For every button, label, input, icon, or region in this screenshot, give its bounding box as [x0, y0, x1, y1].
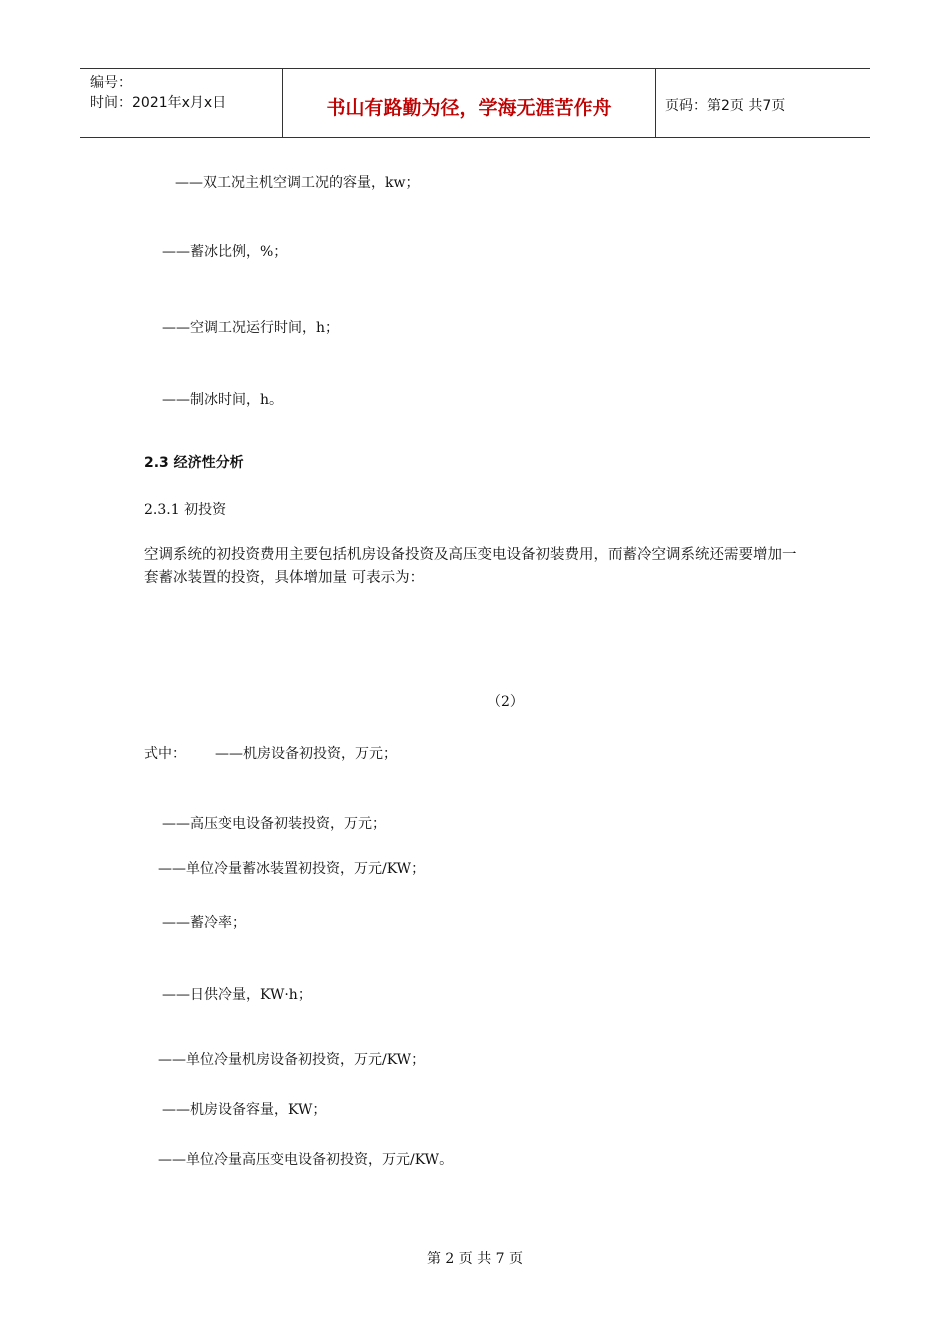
equation-number: （2）	[487, 694, 524, 710]
subsection-heading: 2.3.1 初投资	[144, 502, 227, 518]
variable-definition: ——单位冷量机房设备初投资，万元/KW；	[158, 1052, 426, 1068]
header-left-cell	[80, 69, 282, 137]
document-time-label: 时间：2021年x月x日	[90, 95, 227, 111]
variable-definition: ——蓄冷率；	[162, 915, 246, 931]
variable-definition: ——单位冷量蓄冰装置初投资，万元/KW；	[158, 861, 426, 877]
header-right-cell	[655, 69, 870, 137]
page-footer: 第 2 页 共 7 页	[426, 1251, 524, 1267]
variable-definition: ——机房设备容量，KW；	[162, 1102, 327, 1118]
header-page-label: 页码：第2页 共7页	[665, 98, 786, 114]
variable-definition: ——空调工况运行时间，h；	[162, 320, 340, 336]
section-heading: 2.3 经济性分析	[144, 455, 244, 471]
header-middle-cell	[282, 69, 656, 137]
variable-definition: ——单位冷量高压变电设备初投资，万元/KW。	[158, 1152, 454, 1168]
variable-definition: ——双工况主机空调工况的容量，kw；	[175, 175, 420, 191]
page-header	[80, 68, 870, 138]
variable-definition: ——高压变电设备初装投资，万元；	[162, 816, 386, 832]
variable-definition: ——日供冷量，KW·h；	[162, 987, 312, 1003]
body-paragraph: 空调系统的初投资费用主要包括机房设备投资及高压变电设备初装费用，而蓄冷空调系统还需要增加一套蓄冰装置的投资，具体增加量 可表示为：	[144, 547, 797, 586]
document-number-label: 编号：	[90, 75, 132, 91]
variable-definition: ——蓄冰比例，%；	[162, 244, 288, 260]
variable-definition: ——制冰时间，h。	[162, 392, 284, 408]
header-motto: 书山有路勤为径，学海无涯苦作舟	[326, 97, 612, 119]
where-label: 式中：	[144, 746, 186, 762]
variable-definition: ——机房设备初投资，万元；	[215, 746, 397, 762]
